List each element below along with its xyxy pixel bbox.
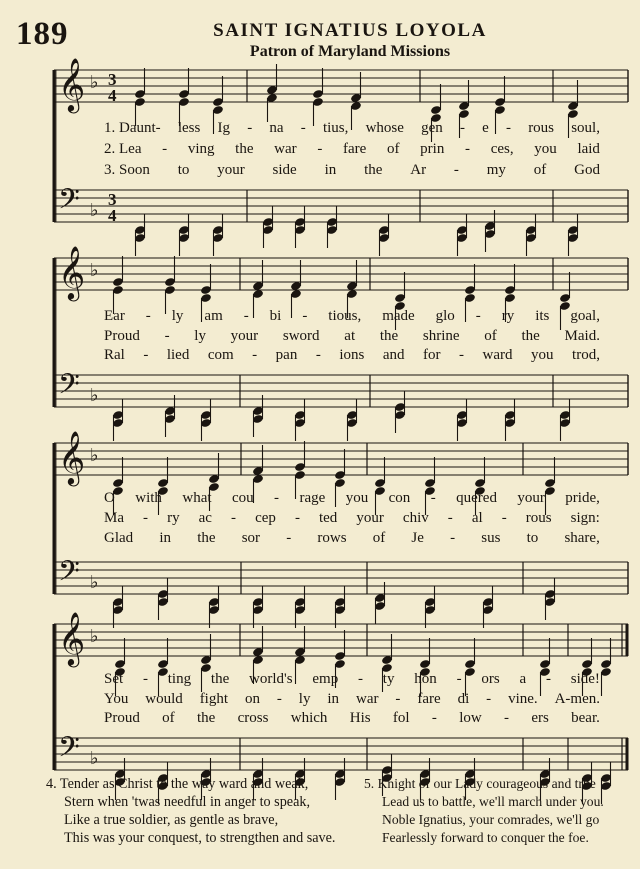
lyric-syllable: side! bbox=[570, 671, 600, 687]
lyric-syllable: war bbox=[355, 691, 379, 707]
lyric-syllable: - bbox=[456, 671, 462, 687]
lyric-syllable: - bbox=[243, 308, 249, 324]
lyric-syllable: sor bbox=[241, 530, 261, 546]
lyric-syllable: Ma bbox=[104, 510, 124, 526]
lyric-syllable: con bbox=[388, 490, 411, 506]
lyric-syllable: for bbox=[423, 347, 441, 363]
treble-clef: 𝄞 bbox=[58, 245, 86, 299]
time-signature-top: 3 bbox=[108, 190, 117, 209]
lyric-line-2-2 bbox=[104, 328, 600, 345]
lyric-syllable: - bbox=[506, 120, 511, 136]
lyric-syllable: glo bbox=[435, 308, 455, 324]
lyric-syllable: - bbox=[358, 671, 363, 687]
lyric-syllable: side bbox=[272, 162, 297, 178]
hymn-number: 189 bbox=[16, 16, 69, 52]
lyric-syllable: Ral bbox=[104, 347, 125, 363]
lyric-syllable: Proud bbox=[104, 328, 140, 344]
lyric-syllable: - bbox=[545, 671, 551, 687]
treble-clef: 𝄞 bbox=[58, 611, 86, 665]
stanza-5-line-3: Noble Ignatius, your comrades, we'll go bbox=[382, 812, 600, 827]
lyric-syllable: fol bbox=[392, 710, 410, 726]
lyric-syllable: - bbox=[276, 691, 282, 707]
lyric-syllable: to bbox=[177, 162, 190, 178]
lyric-syllable: - bbox=[475, 308, 481, 324]
lyric-syllable: - bbox=[143, 347, 149, 363]
lyric-syllable: in bbox=[324, 162, 337, 178]
lyric-syllable: in bbox=[159, 530, 172, 546]
lyric-syllable: - bbox=[317, 141, 323, 157]
lyric-syllable: 2. Lea bbox=[104, 141, 142, 157]
lyric-syllable: - bbox=[431, 710, 437, 726]
lyric-syllable: of bbox=[387, 141, 400, 157]
lyric-syllable: - bbox=[302, 308, 308, 324]
lyric-syllable: - bbox=[231, 510, 237, 526]
lyric-syllable: ly bbox=[194, 328, 206, 344]
lyric-syllable: - bbox=[430, 490, 436, 506]
lyric-syllable: - bbox=[143, 510, 149, 526]
lyric-syllable: Set bbox=[104, 671, 124, 687]
lyric-syllable: world's bbox=[249, 671, 293, 687]
lyric-syllable: fare bbox=[417, 691, 441, 707]
lyric-syllable: sus bbox=[481, 530, 501, 546]
key-signature-flat: ♭ bbox=[90, 200, 99, 221]
lyric-syllable: its bbox=[535, 308, 550, 324]
lyric-syllable: am bbox=[204, 308, 223, 324]
lyric-syllable: war bbox=[274, 141, 297, 157]
lyric-syllable: what bbox=[182, 490, 212, 506]
lyric-syllable: - bbox=[145, 308, 151, 324]
lyric-syllable: pride, bbox=[565, 490, 600, 506]
lyric-syllable: ving bbox=[187, 141, 215, 157]
stanza-4 bbox=[46, 775, 335, 847]
lyric-syllable: the bbox=[210, 671, 230, 687]
lyric-syllable: ry bbox=[501, 308, 515, 324]
lyric-syllable: tius, bbox=[322, 120, 349, 136]
lyric-syllable: sign: bbox=[570, 510, 600, 526]
lyric-syllable: - bbox=[274, 490, 280, 506]
lyric-syllable: ly bbox=[171, 308, 184, 324]
stanza-5-line-4: Fearlessly forward to conquer the foe. bbox=[382, 830, 589, 845]
lyric-syllable: tious, bbox=[328, 308, 362, 324]
lyric-syllable: emp bbox=[312, 671, 339, 687]
lyric-syllable: His bbox=[349, 710, 371, 726]
bass-clef: 𝄢 bbox=[58, 555, 80, 595]
treble-clef: 𝄞 bbox=[58, 57, 86, 111]
lyric-syllable: Je bbox=[411, 530, 424, 546]
lyric-syllable: - bbox=[504, 710, 509, 726]
lyric-syllable: hon bbox=[414, 671, 437, 687]
lyric-syllable: A-men. bbox=[554, 691, 600, 707]
lyric-syllable: quered bbox=[456, 490, 497, 506]
lyric-syllable: fare bbox=[343, 141, 367, 157]
lyric-syllable: gen bbox=[421, 120, 443, 136]
lyric-syllable: you bbox=[345, 490, 369, 506]
lyric-syllable: ors bbox=[481, 671, 500, 687]
bass-clef: 𝄢 bbox=[58, 183, 80, 223]
lyric-line-1-1 bbox=[104, 120, 600, 137]
lyric-syllable: - bbox=[465, 141, 471, 157]
lyric-syllable: Ear bbox=[104, 308, 125, 324]
key-signature-flat: ♭ bbox=[90, 626, 99, 647]
lyric-syllable: You bbox=[104, 691, 129, 707]
lyric-line-3-2 bbox=[104, 510, 600, 527]
lyric-syllable: 3. Soon bbox=[104, 162, 150, 178]
lyric-syllable: to bbox=[526, 530, 539, 546]
lyric-syllable: ers bbox=[531, 710, 549, 726]
lyric-syllable: prin bbox=[420, 141, 445, 157]
lyric-syllable: - bbox=[453, 162, 459, 178]
lyric-line-1-3 bbox=[104, 162, 600, 179]
lyric-line-2-1 bbox=[104, 308, 600, 325]
lyric-line-4-2 bbox=[104, 691, 600, 708]
key-signature-flat: ♭ bbox=[90, 748, 99, 769]
lyric-syllable: rous bbox=[528, 120, 555, 136]
lyric-syllable: bear. bbox=[571, 710, 600, 726]
lyric-syllable: bi bbox=[269, 308, 282, 324]
bass-clef: 𝄢 bbox=[58, 368, 80, 408]
lyric-syllable: ry bbox=[167, 510, 180, 526]
lyric-syllable: low bbox=[459, 710, 482, 726]
lyric-syllable: cep bbox=[255, 510, 276, 526]
lyric-syllable: laid bbox=[577, 141, 600, 157]
bass-clef: 𝄢 bbox=[58, 731, 80, 771]
lyric-syllable: at bbox=[344, 328, 356, 344]
lyric-syllable: O bbox=[104, 490, 115, 506]
lyric-syllable: - bbox=[315, 347, 321, 363]
lyric-syllable: ac bbox=[198, 510, 212, 526]
lyric-syllable: rage bbox=[299, 490, 326, 506]
lyric-syllable: and bbox=[382, 347, 405, 363]
stanza-4-line-2: Stern when 'twas needful in anger to speak, bbox=[64, 794, 311, 810]
lyric-syllable: of bbox=[533, 162, 547, 178]
lyric-syllable: - bbox=[447, 510, 453, 526]
lyric-syllable: - bbox=[459, 120, 465, 136]
lyric-syllable: lied bbox=[166, 347, 190, 363]
lyric-syllable: Ar bbox=[410, 162, 427, 178]
time-signature-bottom: 4 bbox=[108, 206, 117, 225]
lyric-syllable: your bbox=[230, 328, 259, 344]
lyric-syllable: ions bbox=[339, 347, 365, 363]
lyric-syllable: the bbox=[364, 162, 383, 178]
stanza-5 bbox=[364, 775, 604, 847]
lyric-syllable: sword bbox=[282, 328, 320, 344]
lyric-syllable: com bbox=[207, 347, 234, 363]
lyric-syllable: cou bbox=[231, 490, 254, 506]
lyric-syllable: - bbox=[486, 691, 492, 707]
lyric-syllable: - bbox=[501, 510, 507, 526]
time-signature-bottom: 4 bbox=[108, 86, 117, 105]
lyric-syllable: shrine bbox=[422, 328, 460, 344]
stanza-4-line-4: This was your conquest, to strengthen and save. bbox=[64, 830, 336, 846]
lyric-syllable: ting bbox=[167, 671, 192, 687]
lyric-syllable: rous bbox=[525, 510, 552, 526]
lyric-syllable: God bbox=[574, 162, 600, 178]
lyric-line-4-3 bbox=[104, 710, 600, 727]
lyric-syllable: di bbox=[457, 691, 470, 707]
lyric-syllable: of bbox=[372, 530, 386, 546]
lyric-syllable: the bbox=[196, 710, 216, 726]
key-signature-flat: ♭ bbox=[90, 260, 99, 281]
lyric-syllable: na bbox=[269, 120, 284, 136]
lyric-syllable: your bbox=[517, 490, 545, 506]
lyric-syllable: - bbox=[459, 347, 465, 363]
key-signature-flat: ♭ bbox=[90, 445, 99, 466]
lyric-syllable: - bbox=[164, 328, 170, 344]
lyric-syllable: - bbox=[252, 347, 258, 363]
lyric-syllable: - bbox=[300, 120, 306, 136]
lyric-syllable: my bbox=[486, 162, 506, 178]
lyric-line-3-1 bbox=[104, 490, 600, 507]
lyric-syllable: in bbox=[327, 691, 340, 707]
treble-clef: 𝄞 bbox=[58, 430, 86, 484]
key-signature-flat: ♭ bbox=[90, 385, 99, 406]
lyric-syllable: whose bbox=[365, 120, 404, 136]
hymn-subtitle: Patron of Maryland Missions bbox=[249, 43, 451, 60]
lyric-syllable: ted bbox=[318, 510, 338, 526]
lyric-syllable: Glad bbox=[104, 530, 134, 546]
lyric-syllable: - bbox=[142, 671, 148, 687]
lyric-syllable: - bbox=[162, 141, 168, 157]
lyric-syllable: ly bbox=[298, 691, 311, 707]
key-signature-flat: ♭ bbox=[90, 72, 99, 93]
lyric-syllable: trod, bbox=[572, 347, 600, 363]
stanza-4-line-3: Like a true soldier, as gentle as brave, bbox=[64, 812, 279, 828]
lyric-syllable: chiv bbox=[402, 510, 429, 526]
lyric-syllable: - bbox=[247, 120, 253, 136]
lyric-syllable: the bbox=[197, 530, 216, 546]
lyric-syllable: e bbox=[482, 120, 489, 136]
lyric-syllable: al bbox=[471, 510, 483, 526]
stanza-5-line-1: 5. Knight of our Lady courageous and true bbox=[364, 776, 596, 791]
lyric-syllable: rows bbox=[317, 530, 347, 546]
stanza-5-line-2: Lead us to battle, we'll march under you. bbox=[382, 794, 604, 809]
lyric-syllable: Ig bbox=[217, 120, 231, 136]
lyric-syllable: pan bbox=[275, 347, 298, 363]
lyric-syllable: the bbox=[521, 328, 540, 344]
lyric-line-2-3 bbox=[104, 347, 600, 364]
lyric-syllable: made bbox=[382, 308, 415, 324]
lyric-syllable: of bbox=[162, 710, 175, 726]
lyric-syllable: goal, bbox=[570, 308, 600, 324]
lyric-syllable: Maid. bbox=[564, 328, 600, 344]
lyric-syllable: which bbox=[290, 710, 328, 726]
lyric-syllable: share, bbox=[564, 530, 600, 546]
lyric-syllable: - bbox=[395, 691, 401, 707]
lyric-syllable: soul, bbox=[571, 120, 600, 136]
lyric-syllable: would bbox=[145, 691, 183, 707]
hymn-title: SAINT IGNATIUS LOYOLA bbox=[213, 20, 487, 41]
lyric-syllable: on bbox=[244, 691, 260, 707]
stanza-4-line-1: 4. Tender as Christ to the way ward and weak, bbox=[46, 776, 309, 792]
lyric-syllable: - bbox=[450, 530, 456, 546]
lyric-syllable: of bbox=[484, 328, 497, 344]
time-signature-top: 3 bbox=[108, 70, 117, 89]
lyric-syllable: ward bbox=[482, 347, 513, 363]
lyric-syllable: the bbox=[379, 328, 399, 344]
lyric-syllable: ces, bbox=[490, 141, 514, 157]
lyric-line-4-1 bbox=[104, 671, 600, 688]
lyric-syllable: - bbox=[286, 530, 292, 546]
lyric-syllable: Proud bbox=[104, 710, 140, 726]
lyric-syllable: your bbox=[217, 162, 245, 178]
key-signature-flat: ♭ bbox=[90, 572, 99, 593]
lyric-syllable: your bbox=[356, 510, 384, 526]
lyric-syllable: fight bbox=[199, 691, 229, 707]
lyric-syllable: - bbox=[294, 510, 300, 526]
lyric-syllable: less bbox=[177, 120, 201, 136]
lyric-syllable: cross bbox=[237, 710, 269, 726]
lyric-syllable: with bbox=[135, 490, 162, 506]
lyric-syllable: you bbox=[531, 347, 554, 363]
lyric-line-1-2 bbox=[104, 141, 600, 158]
lyric-syllable: the bbox=[235, 141, 254, 157]
lyric-syllable: ty bbox=[382, 671, 395, 687]
lyric-syllable: vine. bbox=[508, 691, 538, 707]
lyric-syllable: you bbox=[534, 141, 557, 157]
lyric-syllable: 1. Daunt- bbox=[104, 120, 161, 136]
lyric-line-3-3 bbox=[104, 530, 600, 547]
lyric-syllable: a bbox=[519, 671, 527, 687]
